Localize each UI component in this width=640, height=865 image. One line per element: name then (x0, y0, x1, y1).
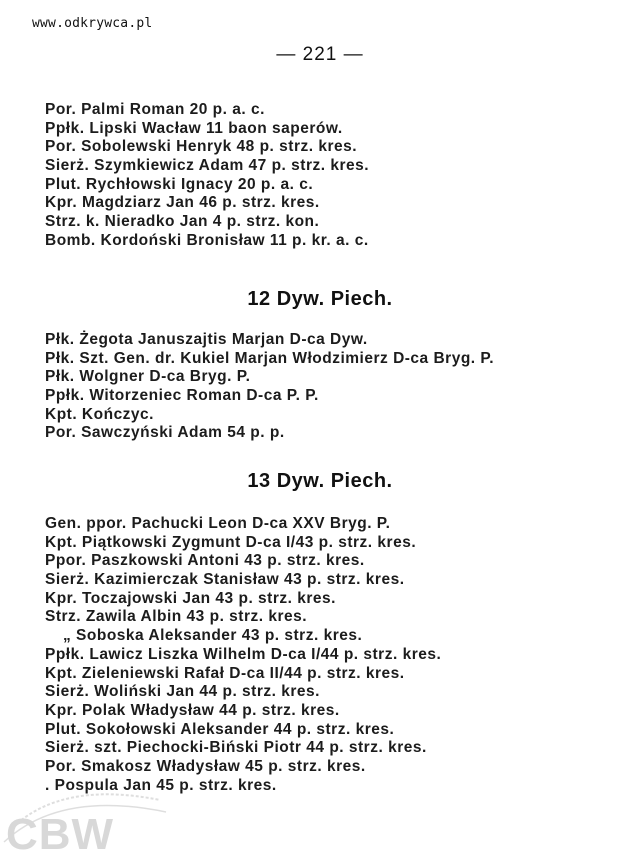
list-item: Plut. Sokołowski Aleksander 44 p. strz. kres. (45, 720, 395, 738)
list-item: Płk. Szt. Gen. dr. Kukiel Marjan Włodzimierz D-ca Bryg. P. (45, 349, 495, 367)
list-item: Por. Sobolewski Henryk 48 p. strz. kres. (45, 138, 358, 156)
entry-list-13-division (45, 515, 441, 795)
list-item: Ppłk. Lipski Wacław 11 baon saperów. (45, 119, 343, 137)
list-item: Ppłk. Lawicz Liszka Wilhelm D-ca I/44 p. strz. kres. (45, 645, 442, 663)
list-item: Sierż. Kazimierczak Stanisław 43 p. strz. kres. (45, 571, 405, 589)
list-item: Ppłk. Witorzeniec Roman D-ca P. P. (45, 387, 319, 405)
list-item: Gen. ppor. Pachucki Leon D-ca XXV Bryg. P. (45, 515, 391, 532)
list-item: Płk. Wolgner D-ca Bryg. P. (45, 368, 251, 386)
list-item: Kpr. Toczajowski Jan 43 p. strz. kres. (45, 589, 336, 607)
page-number: — 221 — (276, 44, 364, 65)
source-url: www.odkrywca.pl (32, 16, 153, 31)
section-heading-12-division: 12 Dyw. Piech. (247, 288, 393, 310)
list-item: Kpt. Kończyc. (45, 405, 154, 423)
list-item: „ Soboska Aleksander 43 p. strz. kres. (63, 627, 363, 645)
list-item: Kpt. Zieleniewski Rafał D-ca II/44 p. strz. kres. (45, 664, 405, 682)
list-item: Płk. Żegota Januszajtis Marjan D-ca Dyw. (45, 331, 368, 348)
list-item: Strz. k. Nieradko Jan 4 p. strz. kon. (45, 213, 320, 231)
list-item: . Pospula Jan 45 p. strz. kres. (45, 776, 277, 794)
list-item: Sierż. szt. Piechocki-Biński Piotr 44 p. strz. kres. (45, 739, 427, 757)
watermark-text: CBW (6, 810, 115, 859)
library-watermark-stamp (0, 770, 170, 860)
list-item: Kpr. Magdziarz Jan 46 p. strz. kres. (45, 194, 320, 212)
entry-list-12-division (45, 331, 494, 443)
section-heading-13-division: 13 Dyw. Piech. (247, 470, 393, 492)
list-item: Ppor. Paszkowski Antoni 43 p. strz. kres. (45, 552, 365, 570)
list-item: Kpr. Polak Władysław 44 p. strz. kres. (45, 701, 340, 719)
list-item: Bomb. Kordoński Bronisław 11 p. kr. a. c. (45, 231, 369, 249)
list-item: Plut. Rychłowski Ignacy 20 p. a. c. (45, 175, 314, 193)
entry-list-top (45, 101, 369, 251)
list-item: Strz. Zawila Albin 43 p. strz. kres. (45, 608, 308, 626)
list-item: Por. Palmi Roman 20 p. a. c. (45, 101, 265, 118)
list-item: Sierż. Woliński Jan 44 p. strz. kres. (45, 683, 320, 701)
list-item: Kpt. Piątkowski Zygmunt D-ca I/43 p. strz. kres. (45, 533, 417, 551)
list-item: Por. Smakosz Władysław 45 p. strz. kres. (45, 757, 366, 775)
list-item: Sierż. Szymkiewicz Adam 47 p. strz. kres. (45, 157, 370, 175)
list-item: Por. Sawczyński Adam 54 p. p. (45, 424, 285, 442)
